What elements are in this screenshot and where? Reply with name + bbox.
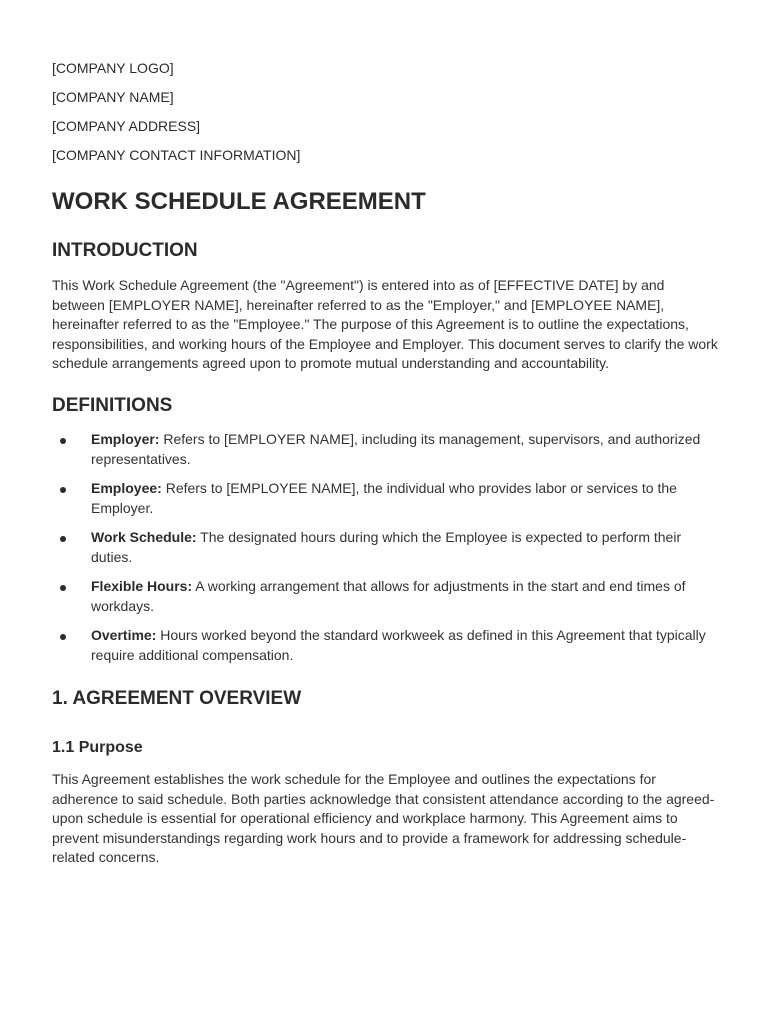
definition-item-flexible-hours (52, 577, 718, 616)
company-address-placeholder: [COMPANY ADDRESS] (52, 118, 201, 134)
definition-term: Employer: (91, 430, 160, 447)
definition-text: The designated hours during which the Employee is expected to perform their duties. (91, 528, 682, 565)
definition-text: Refers to [EMPLOYEE NAME], the individual who provides labor or services to the Employer. (91, 479, 677, 516)
bullet-icon (60, 438, 66, 444)
definition-text: Hours worked beyond the standard workweek as defined in this Agreement that typically require additional compensation. (91, 626, 706, 663)
bullet-icon (60, 487, 66, 493)
definition-term: Overtime: (91, 626, 157, 643)
definition-text: A working arrangement that allows for adjustments in the start and end times of workdays. (91, 577, 686, 614)
bullet-icon (60, 536, 66, 542)
company-contact-placeholder: [COMPANY CONTACT INFORMATION] (52, 147, 301, 163)
definition-term: Work Schedule: (91, 528, 197, 545)
bullet-icon (60, 585, 66, 591)
company-logo-placeholder: [COMPANY LOGO] (52, 60, 174, 76)
definition-item-employee (52, 479, 718, 518)
definition-item-employer (52, 430, 718, 469)
definition-term: Flexible Hours: (91, 577, 193, 594)
introduction-paragraph: This Work Schedule Agreement (the "Agreement") is entered into as of [EFFECTIVE DATE] by and between [EMPLOYER NAME], hereinafter referred to as the "Employer," and [EMPLOYEE NAME], hereinafter referred to as the "Employee." The purpose of this Agreement is to outline the expectations, responsibilities, and working hours of the Employee and Employer. This document serves to clarify the work schedule arrangements agreed upon to promote mutual understanding and accountability. (52, 277, 718, 372)
definitions-heading: DEFINITIONS (52, 394, 173, 416)
document-title: WORK SCHEDULE AGREEMENT (52, 188, 426, 215)
purpose-paragraph: This Agreement establishes the work schedule for the Employee and outlines the expectations for adherence to said schedule. Both parties acknowledge that consistent attendance according to the agreed-upon schedule is essential for operational efficiency and workplace harmony. This Agreement aims to prevent misunderstandings regarding work hours and to provide a framework for addressing schedule-related concerns. (52, 771, 715, 866)
definitions-list (52, 430, 718, 665)
definition-text: Refers to [EMPLOYER NAME], including its management, supervisors, and authorized representatives. (91, 430, 701, 467)
introduction-heading: INTRODUCTION (52, 240, 198, 261)
definition-item-overtime (52, 626, 718, 665)
purpose-heading: 1.1 Purpose (52, 739, 143, 757)
document-page (52, 58, 718, 868)
definition-term: Employee: (91, 479, 162, 496)
agreement-overview-heading: 1. AGREEMENT OVERVIEW (52, 688, 302, 710)
bullet-icon (60, 634, 66, 640)
definition-item-work-schedule (52, 528, 718, 567)
company-name-placeholder: [COMPANY NAME] (52, 89, 174, 105)
